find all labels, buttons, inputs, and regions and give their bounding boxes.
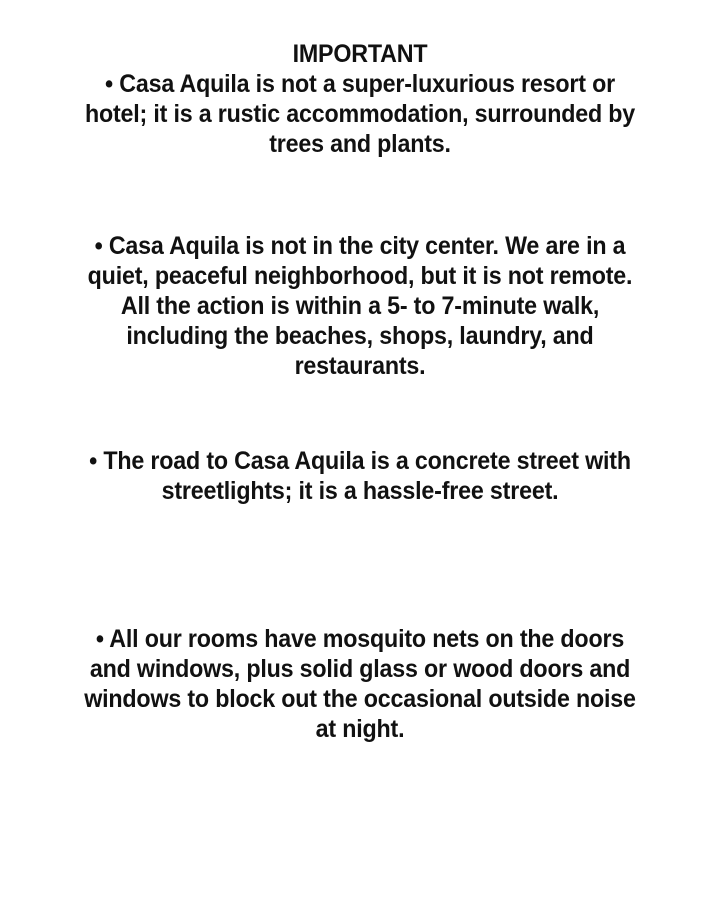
bullet-2-line-5: restaurants.	[294, 352, 426, 380]
bullet-3-line-2: streetlights; it is a hassle-free street.	[161, 477, 559, 505]
bullet-4-line-2: and windows, plus solid glass or wood doors and	[89, 655, 631, 683]
bullet-4-line-3: windows to block out the occasional outside noise	[84, 685, 636, 713]
notice-section-4	[0, 624, 720, 744]
bullet-3-line-1: • The road to Casa Aquila is a concrete street with	[89, 447, 631, 475]
bullet-4-line-1: • All our rooms have mosquito nets on the doors	[95, 625, 625, 653]
bullet-2-line-3: All the action is within a 5- to 7-minute walk,	[120, 292, 600, 320]
bullet-2-line-1: • Casa Aquila is not in the city center. We are in a	[94, 232, 626, 260]
bullet-4-line-4: at night.	[315, 715, 405, 743]
bullet-1-line-2: hotel; it is a rustic accommodation, surrounded by	[84, 100, 636, 128]
bullet-1-line-3: trees and plants.	[269, 130, 451, 158]
notice-section-2	[0, 231, 720, 381]
important-heading: IMPORTANT	[292, 40, 428, 68]
notice-section-3	[0, 446, 720, 506]
bullet-1-line-1: • Casa Aquila is not a super-luxurious resort or	[105, 70, 615, 98]
bullet-2-line-4: including the beaches, shops, laundry, and	[126, 322, 594, 350]
notice-section-1	[0, 39, 720, 159]
bullet-2-line-2: quiet, peaceful neighborhood, but it is not remote.	[87, 262, 633, 290]
